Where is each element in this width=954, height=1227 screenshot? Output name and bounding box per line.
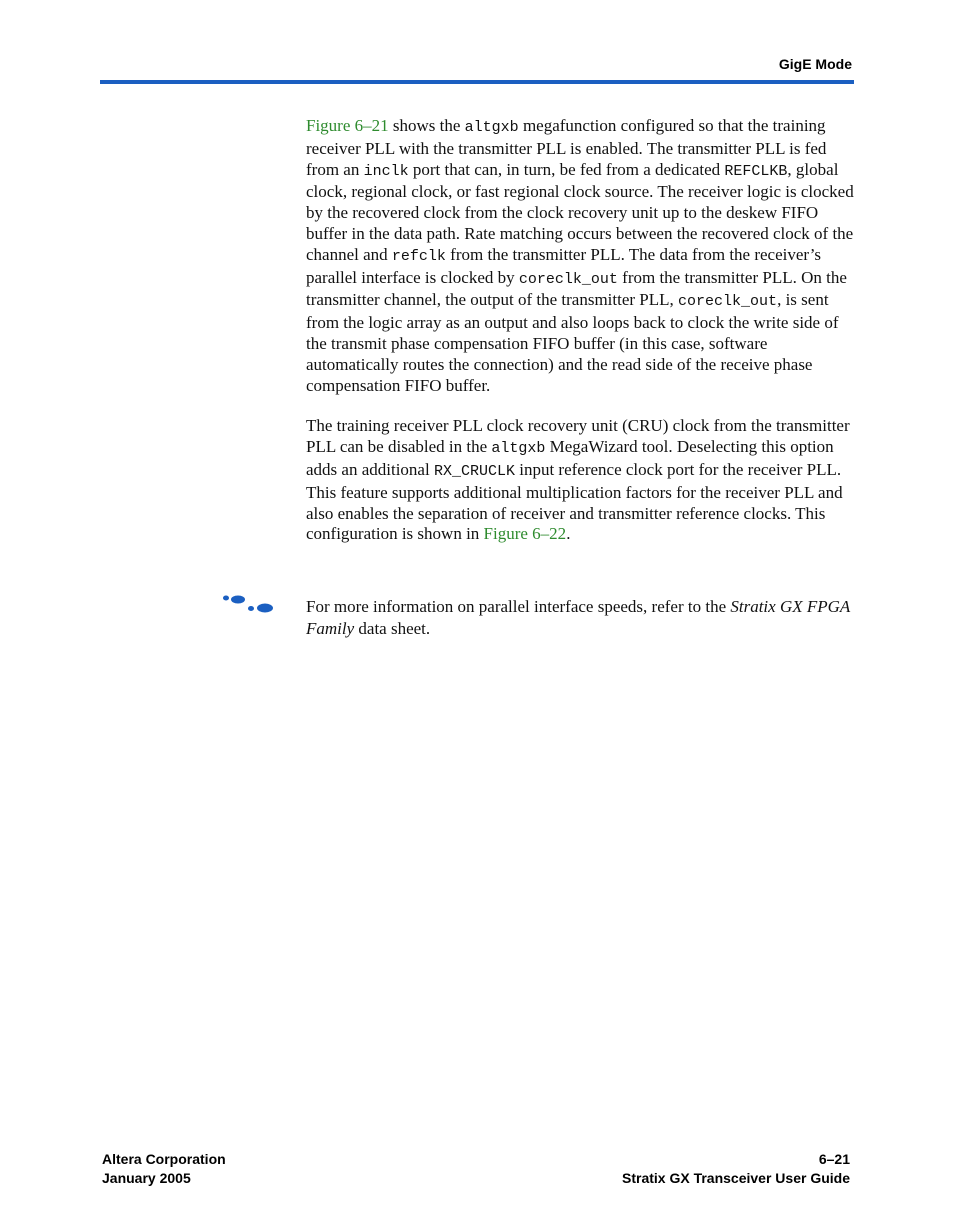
- code-coreclk-out: coreclk_out: [518, 270, 618, 288]
- text: , global clock, regional clock, or fast regional clock source. The receiver logic is clocked by the recovered clock from the clock recovery unit up to the deskew FIFO buffer in the data path. Rate matching occurs between the recovered clock of the channel and: [306, 159, 854, 264]
- guide-title: Stratix GX Transceiver User Guide: [622, 1170, 850, 1186]
- code-rx-cruclk: RX_CRUCLK: [433, 462, 515, 480]
- text: MegaWizard tool. Deselecting this option adds an additional: [306, 437, 834, 479]
- footprints-icon: [222, 593, 278, 615]
- text: For more information on parallel interface speeds, refer to the: [306, 597, 731, 616]
- text: The training receiver PLL clock recovery unit (CRU) clock from the transmitter PLL can be disabled in the: [306, 416, 850, 457]
- body-text: [306, 116, 854, 545]
- code-altgxb: altgxb: [464, 119, 519, 136]
- paragraph-2: [306, 416, 854, 545]
- text: from the transmitter PLL. The data from the receiver’s parallel interface is clocked by: [306, 244, 822, 287]
- text: port that can, in turn, be fed from a dedicated: [408, 159, 725, 179]
- code-refclk: refclk: [391, 247, 446, 265]
- figure-6-22-link[interactable]: Figure 6–22: [483, 524, 567, 544]
- figure-6-21-link[interactable]: Figure 6–21: [306, 116, 389, 135]
- text: , is sent from the logic array as an output and also loops back to clock the write side of the transmit phase compensation FIFO buffer (in this case, software automatically routes the connection) and the read side of the receive phase compensation FIFO buffer.: [306, 290, 839, 395]
- company-name: Altera Corporation: [102, 1151, 226, 1167]
- text: .: [566, 524, 571, 544]
- section-title: GigE Mode: [778, 56, 852, 72]
- code-inclk: inclk: [363, 162, 409, 180]
- publication-date: January 2005: [102, 1170, 191, 1186]
- code-refclkb: REFCLKB: [724, 162, 788, 180]
- footer-right: [622, 1150, 850, 1188]
- code-altgxb: altgxb: [491, 440, 546, 458]
- text: shows the: [388, 116, 465, 135]
- header-rule: [100, 80, 854, 84]
- code-coreclk-out: coreclk_out: [678, 293, 778, 311]
- footer-left: [102, 1150, 226, 1188]
- text: megafunction configured so that the training receiver PLL with the transmitter PLL is enabled. The transmitter PLL is fed from an: [306, 116, 827, 179]
- note-text: [306, 596, 854, 640]
- paragraph-1: [306, 116, 854, 396]
- text: input reference clock port for the receiver PLL. This feature supports additional multiplication factors for the receiver PLL and also enables the separation of receiver and transmitter reference clocks. This configuration is shown in: [306, 459, 843, 544]
- document-title: Stratix GX FPGA Family: [306, 597, 850, 638]
- text: data sheet.: [354, 619, 431, 638]
- text: from the transmitter PLL. On the transmitter channel, the output of the transmitter PLL,: [306, 267, 847, 310]
- page-number: 6–21: [818, 1151, 850, 1167]
